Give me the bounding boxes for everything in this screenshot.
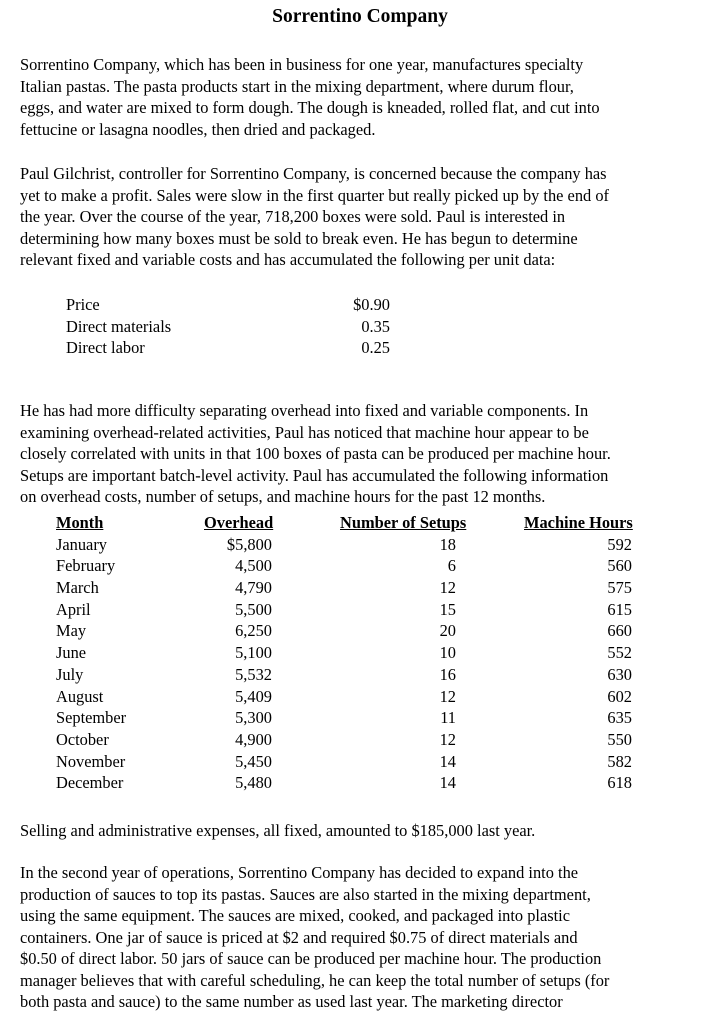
table-row (56, 620, 656, 642)
text-line: eggs, and water are mixed to form dough. The dough is kneaded, rolled flat, and cut into (20, 98, 600, 117)
overhead-cell: 4,900 (235, 729, 272, 749)
setups-cell: 12 (439, 729, 456, 749)
month-cell: April (56, 599, 91, 619)
setups-cell: 15 (439, 599, 456, 619)
machine-hours-cell: 615 (607, 599, 632, 619)
text-line: closely correlated with units in that 100 boxes of pasta can be produced per machine hour. (20, 444, 611, 463)
month-cell: December (56, 773, 124, 793)
overhead-cell: 5,532 (235, 664, 272, 684)
cost-value: 0.35 (361, 316, 390, 336)
month-cell: June (56, 643, 87, 663)
cost-label: Direct labor (66, 338, 145, 357)
machine-hours-cell: 602 (607, 686, 632, 706)
selling-admin-paragraph (20, 820, 710, 842)
text-line: Selling and administrative expenses, all fixed, amounted to $185,000 last year. (20, 821, 536, 840)
text-line: production of sauces to top its pastas. Sauces are also started in the mixing department, (20, 884, 591, 904)
text-line: yet to make a profit. Sales were slow in the first quarter but really picked up by the end of (20, 185, 609, 205)
text-line: using the same equipment. The sauces are mixed, cooked, and packaged into plastic (20, 906, 570, 925)
setups-cell: 20 (439, 621, 456, 641)
machine-hours-cell: 560 (607, 556, 632, 576)
overhead-cell: 4,500 (235, 556, 272, 576)
cost-row-price (66, 294, 406, 316)
machine-hours-cell: 635 (607, 708, 632, 728)
header-machine-hours: Machine Hours (524, 513, 633, 532)
machine-hours-cell: 575 (607, 578, 632, 598)
table-row (56, 599, 656, 621)
text-line: In the second year of operations, Sorrentino Company has decided to expand into the (20, 863, 579, 882)
text-line: fettucine or lasagna noodles, then dried and packaged. (20, 119, 376, 139)
header-month: Month (56, 513, 104, 532)
machine-hours-cell: 582 (607, 751, 632, 771)
text-line: the year. Over the course of the year, 718,200 boxes were sold. Paul is interested in (20, 207, 566, 226)
text-line: examining overhead-related activities, Paul has noticed that machine hour appear to be (20, 422, 589, 442)
overhead-cell: 5,409 (235, 686, 272, 706)
machine-hours-cell: 550 (607, 729, 632, 749)
text-line: Paul Gilchrist, controller for Sorrentino Company, is concerned because the company has (20, 164, 607, 183)
text-line: $0.50 of direct labor. 50 jars of sauce can be produced per machine hour. The production (20, 949, 602, 968)
text-line: Sorrentino Company, which has been in business for one year, manufactures specialty (20, 55, 584, 74)
setups-cell: 10 (439, 643, 456, 663)
machine-hours-cell: 592 (607, 534, 632, 554)
overhead-cell: $5,800 (226, 534, 272, 554)
table-row (56, 555, 656, 577)
machine-hours-cell: 660 (607, 621, 632, 641)
text-line: containers. One jar of sauce is priced at $2 and required $0.75 of direct materials and (20, 927, 578, 947)
month-cell: September (56, 708, 127, 728)
setups-cell: 12 (439, 686, 456, 706)
table-row (56, 707, 656, 729)
overhead-cell: 5,450 (235, 751, 272, 771)
table-row (56, 686, 656, 708)
text-line: on overhead costs, number of setups, and machine hours for the past 12 months. (20, 487, 546, 506)
text-line: Setups are important batch-level activity. Paul has accumulated the following information (20, 465, 609, 485)
controller-paragraph (20, 163, 710, 271)
cost-label: Direct materials (66, 316, 172, 336)
cost-value: 0.25 (361, 338, 390, 357)
header-setups: Number of Setups (340, 513, 467, 532)
overhead-paragraph (20, 400, 710, 508)
table-header (56, 512, 656, 534)
table-row (56, 664, 656, 686)
document-title: Sorrentino Company (272, 6, 448, 27)
setups-cell: 12 (439, 578, 456, 598)
second-year-paragraph (20, 862, 710, 1013)
text-line: He has had more difficulty separating overhead into fixed and variable components. In (20, 401, 589, 420)
month-cell: October (56, 729, 109, 749)
cost-row-direct-labor (66, 337, 406, 359)
cost-label: Price (66, 295, 100, 314)
table-row (56, 534, 656, 556)
overhead-cell: 5,500 (235, 599, 272, 619)
table-row (56, 751, 656, 773)
table-row (56, 729, 656, 751)
setups-cell: 14 (439, 751, 456, 771)
overhead-cell: 6,250 (235, 621, 272, 641)
text-line: relevant fixed and variable costs and has accumulated the following per unit data: (20, 250, 556, 269)
cost-value: $0.90 (353, 295, 390, 314)
text-line: both pasta and sauce) to the same number as used last year. The marketing director (20, 992, 563, 1011)
setups-cell: 11 (440, 708, 456, 728)
setups-cell: 6 (447, 556, 456, 576)
month-cell: November (56, 751, 126, 771)
text-line: manager believes that with careful scheduling, he can keep the total number of setups (for (20, 970, 610, 990)
month-cell: August (56, 686, 104, 706)
overhead-cell: 5,480 (235, 773, 272, 793)
intro-paragraph (20, 54, 710, 140)
machine-hours-cell: 618 (607, 773, 632, 793)
month-cell: July (56, 664, 84, 684)
setups-cell: 18 (439, 534, 456, 554)
table-row (56, 772, 656, 794)
table-body (56, 534, 656, 794)
month-cell: May (56, 621, 87, 641)
overhead-table (56, 512, 656, 802)
text-line: determining how many boxes must be sold to break even. He has begun to determine (20, 228, 578, 248)
month-cell: February (56, 556, 116, 576)
setups-cell: 16 (439, 664, 456, 684)
overhead-cell: 5,300 (235, 708, 272, 728)
month-cell: March (56, 578, 99, 598)
overhead-cell: 4,790 (235, 578, 272, 598)
machine-hours-cell: 630 (607, 664, 632, 684)
header-overhead: Overhead (204, 513, 274, 532)
month-cell: January (56, 534, 107, 554)
cost-row-direct-materials (66, 316, 406, 338)
unit-cost-table (66, 294, 406, 359)
table-row (56, 642, 656, 664)
machine-hours-cell: 552 (607, 643, 632, 663)
table-row (56, 577, 656, 599)
overhead-cell: 5,100 (235, 643, 272, 663)
setups-cell: 14 (439, 773, 456, 793)
text-line: Italian pastas. The pasta products start in the mixing department, where durum flour, (20, 76, 574, 96)
